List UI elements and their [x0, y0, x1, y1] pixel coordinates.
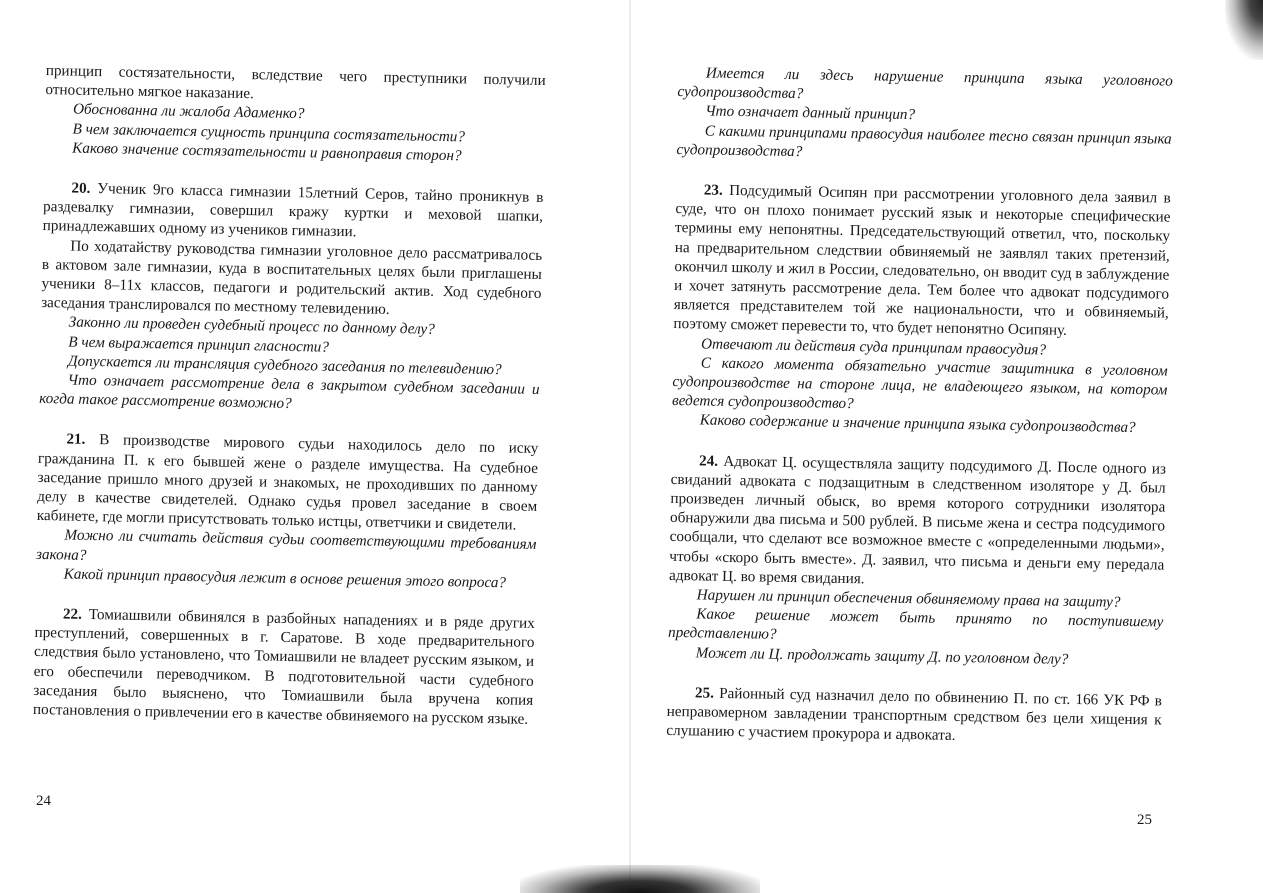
problem-paragraph: [666, 683, 1162, 749]
paragraph-text: Отвечают ли действия суда принципам правосудия?: [700, 335, 1047, 359]
paragraph-text: Нарушен ли принцип обеспечения обвиняемому права на защиту?: [696, 586, 1121, 611]
page-number-right: 25: [1137, 812, 1152, 828]
paragraph-text: Что означает рассмотрение дела в закрытом судебном заседании и когда такое рассмотрение возможно?: [39, 371, 540, 413]
paragraph-text: Может ли Ц. продолжать защиту Д. по уголовном делу?: [695, 644, 1069, 668]
paragraph-text: Районный суд назначил дело по обвинению П. по ст. 166 УК РФ в неправомерном завладении транспортным средством без цели хищения к слушанию с участием прокурора и адвоката.: [666, 684, 1163, 745]
text-paragraph: [41, 236, 542, 323]
scan-shadow-bottom: [520, 865, 760, 893]
paragraph-text: Имеется ли здесь нарушение принципа языка уголовного судопроизводства?: [677, 64, 1173, 103]
paragraph-text: Адвокат Ц. осуществляла защиту подсудимого Д. После одного из свиданий адвоката с подзащитным в следственном изоляторе у Д. был произведен личный обыск, во время которого сотрудники изолятора обнаружили два письма и 500 рублей. В письме жена и сестра подсудимого сообщали, что сделают все возможное вместе с «определенными людьми», чтобы «скоро быть вместе». Д. заявил, что письма и деньги ему передала адвокат Ц. во время свидания.: [668, 452, 1167, 588]
paragraph-text: Какое решение может быть принято по поступившему представлению?: [667, 605, 1164, 644]
paragraph-text: Ученик 9го класса гимназии 15летний Серов, тайно проникнув в раздевалку гимназии, совершил кражу куртки и меховой шапки, принадлежавших одному из учеников гимназии.: [42, 179, 544, 241]
problem-number: 25.: [694, 684, 715, 702]
paragraph-text: С какими принципами правосудия наиболее тесно связан принцип языка судопроизводства?: [676, 122, 1172, 160]
page-number-left: 24: [36, 793, 51, 809]
paragraph-text: В производстве мирового судьи находилось дело по иску гражданина П. к его бывшей жене о разделе имущества. На судебное заседание пришло много друзей и знакомых, не проходивших по данному делу в качестве свидетелей. Однако судья провел заседание в своем кабинете, где могли присутствовать только истцы, ответчики и свидетели.: [36, 431, 539, 534]
problem-paragraph: [669, 451, 1166, 594]
problem-number: 24.: [698, 452, 719, 470]
paragraph-text: Какой принцип правосудия лежит в основе решения этого вопроса?: [63, 565, 507, 592]
paragraph-text: Что означает данный принцип?: [705, 102, 916, 124]
paragraph-text: В чем заключается сущность принципа состязательности?: [72, 120, 466, 146]
paragraph-text: С какого момента обязательно участие защитника в уголовном судопроизводстве на стороне лица, не владеющего языком, на котором ведется судопроизводство?: [671, 354, 1168, 413]
right-page: [631, 0, 1263, 893]
left-page-text: [33, 61, 546, 729]
paragraph-text: В чем выражается принцип гласности?: [68, 333, 330, 356]
question: [672, 353, 1168, 419]
problem-paragraph: [673, 180, 1171, 342]
paragraph-text: Каково содержание и значение принципа языка судопроизводства?: [699, 411, 1136, 437]
problem-paragraph: [37, 429, 539, 535]
paragraph-text: Подсудимый Осипян при рассмотрении уголовного дела заявил в суде, что он плохо понимает русский язык и некоторые специфические термины ему непонятны. Председательствующий ответил, что, поскольку на предварительном следствии обвиняемый не заявлял таких претензий, окончил школу и жил в России, следовательно, он вводит суд в заблуждение и хочет затянуть рассмотрение дела. Тем более что адвокат подсудимого является представителем той же национальности, что и обвиняемый, поэтому сможет перевести то, что будет непонятно Осипяну.: [673, 181, 1171, 340]
problem-number: 21.: [66, 430, 86, 449]
left-page: [0, 0, 631, 893]
paragraph-text: принцип состязательности, вследствие чего преступники получили относительно мягкое наказание.: [45, 61, 546, 103]
paragraph-text: Каково значение состязательности и равноправия сторон?: [72, 139, 462, 165]
paragraph-text: Можно ли считать действия судьи соответствующими требованиям закона?: [35, 526, 537, 564]
problem-paragraph: [42, 178, 543, 246]
problem-number: 23.: [703, 181, 723, 199]
paragraph-text: Законно ли проведен судебный процесс по данному делу?: [68, 313, 435, 339]
paragraph-text: По ходатайству руководства гимназии уголовное дело рассматривалось в актовом зале гимназии, куда в воспитательных целях были приглашены ученики 8–11х классов, педагоги и родительский актив. Ход судебного заседания транслировался по местному телевидению.: [40, 237, 543, 319]
problem-number: 22.: [62, 605, 83, 623]
paragraph-text: Обоснованна ли жалоба Адаменко?: [72, 100, 305, 123]
paragraph-text: Томиашвили обвинялся в разбойных нападениях и в ряде других преступлений, совершенных в г. Саратове. В ходе предварительного следствия было установлено, что Томиашвили не владеет русским языком, и его обеспечили переводчиком. В подготовительной части судебного заседания было выяснено, что Томиашвили была вручена копия постановления о привлечении его в качестве обвиняемого на русском языке.: [32, 605, 535, 728]
right-page-text: [666, 63, 1173, 749]
problem-number: 20.: [71, 179, 91, 197]
paragraph-text: Допускается ли трансляция судебного заседания по телевидению?: [67, 352, 502, 379]
scan-shadow-top-right: [1225, 0, 1263, 60]
problem-paragraph: [33, 604, 535, 729]
